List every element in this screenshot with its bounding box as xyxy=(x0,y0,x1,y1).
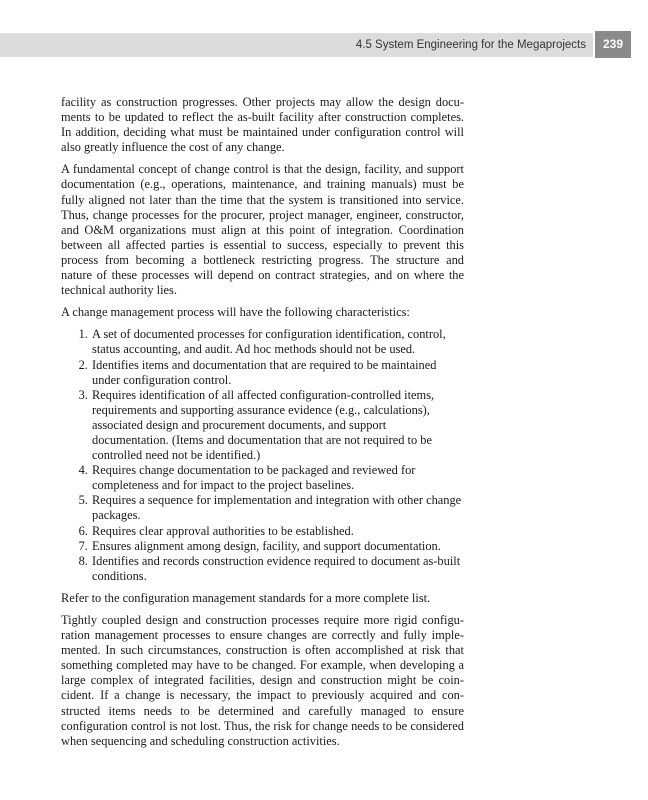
body-paragraph: Tightly coupled design and construction processes require more rigid configuration management processes to ensure changes are correctly and fully implemented. In such circumstances, construction is often accomplished at risk that something completed may have to be changed. For example, when developing a large complex of integrated facilities, design and construction might be coincident. If a change is necessary, the impact to previously acquired and constructed items needs to be determined and carefully managed to ensure configuration control is not lost. Thus, the risk for change needs to be considered when sequencing and scheduling construction activities. xyxy=(61,613,464,748)
list-item: 3. Requires identification of all affected configuration-controlled items, requirements and supporting assurance evidence (e.g., calculations), associated design and procurement documents, and support documentation. (Items and documentation that are not required to be controlled need not be identified.) xyxy=(91,388,464,463)
body-paragraph: A change management process will have the following characteristics: xyxy=(61,305,410,320)
running-header-title: 4.5 System Engineering for the Megaprojects xyxy=(355,39,586,51)
body-paragraph: Refer to the configuration management standards for a more complete list. xyxy=(61,590,431,605)
list-item: 2. Identifies items and documentation that are required to be maintained under configuration control. xyxy=(91,358,464,388)
page-body xyxy=(61,95,464,756)
list-item: 8. Identifies and records construction evidence required to document as-built conditions. xyxy=(91,554,464,584)
body-paragraph: facility as construction progresses. Other projects may allow the design documents to be updated to reflect the as-built facility after construction completes. In addition, deciding what must be maintained under configuration control will also greatly influence the cost of any change. xyxy=(61,95,464,155)
list-item: 6. Requires clear approval authorities to be established. xyxy=(91,524,464,539)
list-item: 7. Ensures alignment among design, facility, and support documentation. xyxy=(91,539,464,554)
list-item: 4. Requires change documentation to be packaged and reviewed for completeness and for impact to the project baselines. xyxy=(91,463,464,493)
list-item: 5. Requires a sequence for implementation and integration with other change packages. xyxy=(91,493,464,523)
body-paragraph: A fundamental concept of change control is that the design, facility, and support documentation (e.g., operations, maintenance, and training manuals) must be fully aligned not later than the time that the system is transitioned into service. Thus, change processes for the procurer, project manager, engineer, constructor, and O&M organizations must align at this point of integration. Coordination between all affected parties is essential to success, especially to prevent this process from becoming a bottleneck restricting progress. The structure and nature of these processes will depend on contract strategies, and on where the technical authority lies. xyxy=(61,162,464,298)
list-item: 1. A set of documented processes for configuration identification, control, status accounting, and audit. Ad hoc methods should not be used. xyxy=(91,327,464,357)
characteristics-list xyxy=(61,327,464,584)
page-number: 239 xyxy=(595,31,631,58)
